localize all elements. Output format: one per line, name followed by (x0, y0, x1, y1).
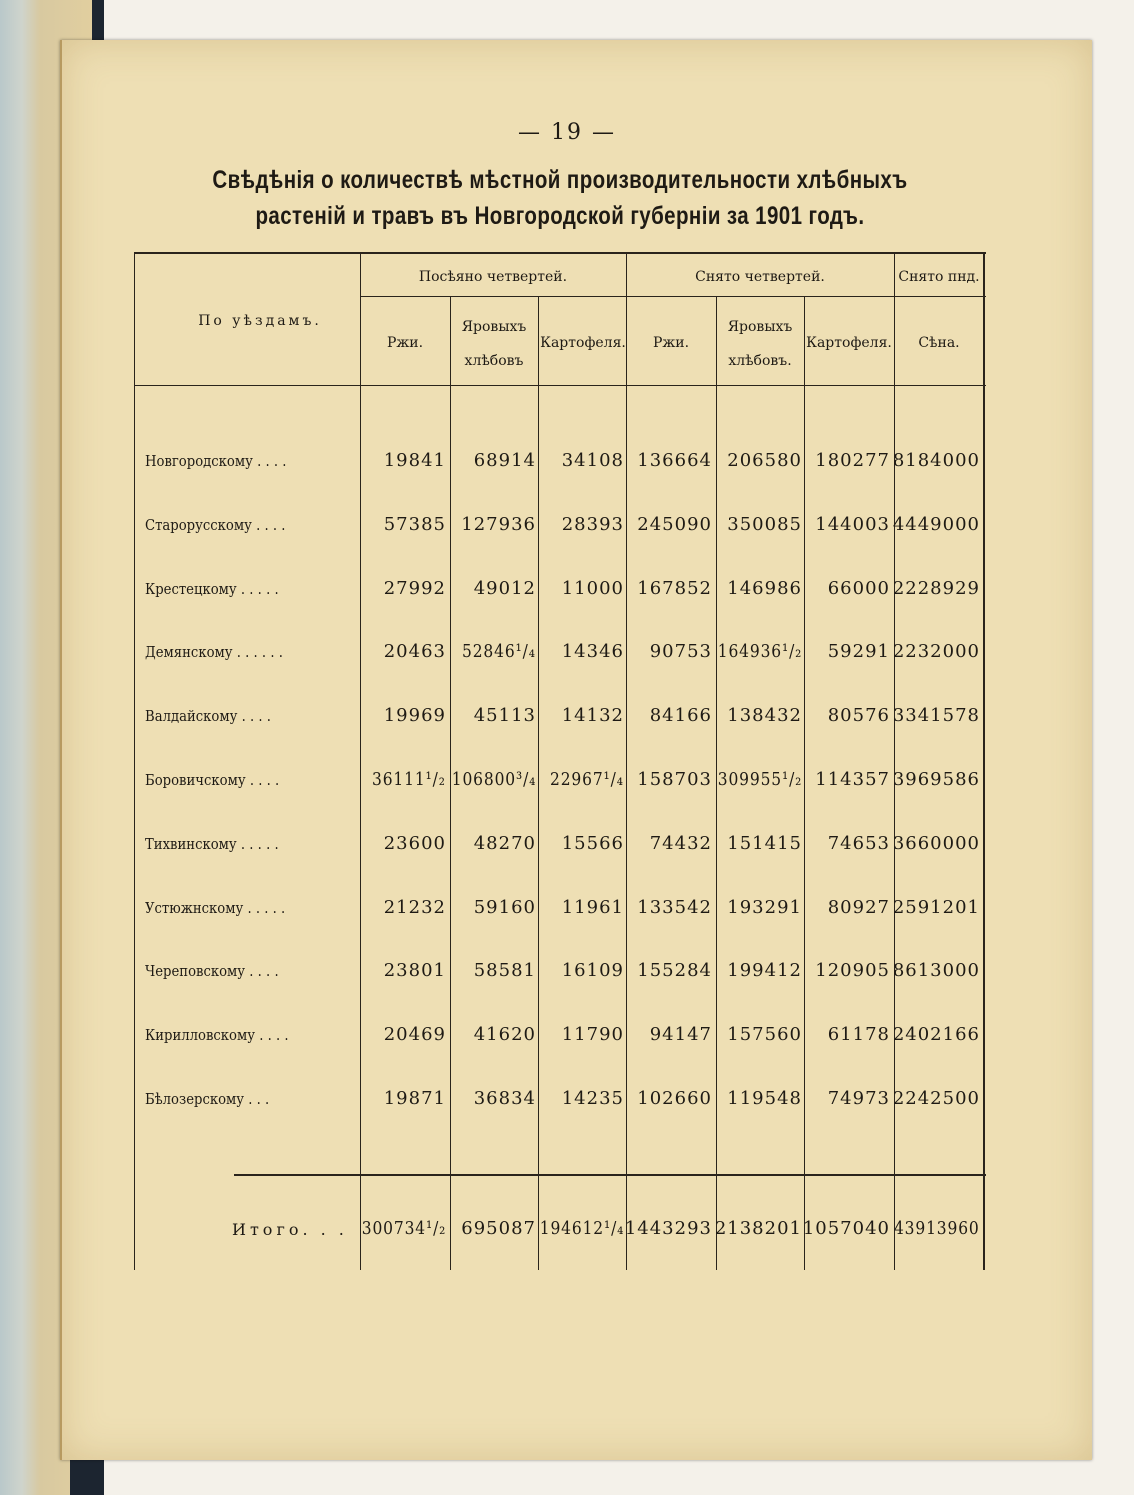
table-cell: 180277 (815, 450, 890, 471)
table-cell: 2242500 (892, 1088, 980, 1109)
table-cell: 127936 (461, 513, 536, 535)
table-cell: 193291 (727, 896, 802, 918)
table-cell: 199412 (727, 960, 802, 982)
table-cell: 106800³/₄ (451, 769, 536, 790)
header-bottom-rule (134, 385, 986, 386)
table-cell: 3341578 (892, 705, 980, 727)
row-label: Демянскому . . . . . . (145, 643, 283, 662)
table-cell: 59160 (473, 896, 536, 918)
table-cell: 49012 (473, 577, 536, 599)
table-cell: 309955¹/₂ (717, 769, 802, 790)
table-cell: 58581 (473, 960, 536, 982)
col-rule-1 (360, 252, 361, 1270)
col-header-hay: Сѣна. (918, 335, 960, 351)
table-cell: 80927 (827, 896, 890, 918)
total-cell: 1057040 (802, 1218, 890, 1239)
table-cell: 19871 (383, 1088, 446, 1109)
table-cell: 158703 (637, 769, 712, 790)
table-cell: 8613000 (892, 960, 980, 982)
table-cell: 155284 (637, 960, 712, 982)
col-rule-4 (626, 252, 627, 1270)
table-cell: 14132 (561, 705, 624, 727)
table-cell: 138432 (727, 705, 802, 727)
row-label: Тихвинскому . . . . . (145, 834, 279, 853)
col-header-spring-sown: Яровыхъ хлѣбовъ (461, 319, 527, 369)
table-cell: 14346 (561, 641, 624, 663)
table-cell: 20463 (383, 641, 446, 663)
table-cell: 66000 (827, 577, 890, 599)
table-cell: 4449000 (892, 513, 980, 535)
table-cell: 2232000 (892, 641, 980, 663)
table-cell: 11790 (561, 1024, 624, 1046)
col-rule-8 (983, 252, 985, 1270)
table-cell: 19841 (383, 450, 446, 471)
table-cell: 114357 (815, 769, 890, 790)
table-cell: 245090 (637, 513, 712, 535)
table-cell: 133542 (637, 896, 712, 918)
total-cell: 2138201 (714, 1218, 802, 1239)
table-cell: 48270 (473, 832, 536, 854)
table-cell: 2402166 (892, 1024, 980, 1046)
table-cell: 74432 (649, 832, 712, 854)
group-header-sown: Посѣяно четвертей. (418, 269, 568, 285)
row-label: Старорусскому . . . . (145, 515, 286, 534)
table-cell: 11000 (561, 577, 624, 599)
table-cell: 61178 (827, 1024, 890, 1046)
table-cell: 16109 (561, 960, 624, 982)
row-label: Бѣлозерскому . . . (145, 1090, 270, 1108)
table-cell: 74973 (827, 1088, 890, 1109)
table-cell: 164936¹/₂ (717, 641, 802, 663)
row-header: По уѣздамъ. (198, 313, 322, 329)
table-cell: 8184000 (892, 450, 980, 471)
row-label: Боровичскому . . . . (145, 771, 280, 789)
table-cell: 41620 (473, 1024, 536, 1046)
table-top-rule (134, 252, 986, 254)
table-cell: 146986 (727, 577, 802, 599)
table-cell: 102660 (637, 1088, 712, 1109)
table-cell: 136664 (637, 450, 712, 471)
table-title: Свѣдѣнія о количествѣ мѣстной производительности хлѣбныхъ растеній и травъ въ Новгородской губерніи за 1901 годъ. (212, 166, 908, 230)
row-label: Новгородскому . . . . (145, 452, 287, 470)
table-cell: 144003 (815, 513, 890, 535)
total-rule (234, 1174, 986, 1176)
total-cell: 695087 (461, 1218, 536, 1239)
total-cell: 1443293 (624, 1218, 712, 1239)
table-cell: 3969586 (892, 769, 980, 790)
total-cell: 43913960 (894, 1218, 980, 1239)
row-label: Череповскому . . . . (145, 962, 279, 981)
table-cell: 52846¹/₄ (462, 641, 536, 663)
table-cell: 2591201 (892, 896, 980, 918)
table-cell: 157560 (727, 1024, 802, 1046)
table-cell: 3660000 (892, 832, 980, 854)
table-cell: 151415 (727, 832, 802, 854)
table-cell: 167852 (637, 577, 712, 599)
table-cell: 36111¹/₂ (372, 769, 446, 790)
col-rule-7 (894, 252, 895, 1270)
statistics-table (134, 252, 986, 1270)
table-cell: 36834 (473, 1088, 536, 1109)
table-cell: 350085 (727, 513, 802, 535)
col-header-potato-harvested: Картофеля. (806, 335, 892, 351)
table-cell: 21232 (383, 896, 446, 918)
page-number: — 19 — (518, 120, 616, 145)
col-rule-6 (804, 296, 805, 1270)
col-rule-0 (134, 252, 135, 1270)
col-header-rye-harvested: Ржи. (652, 335, 690, 351)
row-label: Валдайскому . . . . (145, 707, 271, 726)
table-cell: 120905 (815, 960, 890, 982)
table-cell: 94147 (649, 1024, 712, 1046)
table-cell: 2228929 (892, 577, 980, 599)
table-cell: 45113 (473, 705, 536, 727)
col-rule-3 (538, 296, 539, 1270)
table-cell: 20469 (383, 1024, 446, 1046)
table-cell: 14235 (561, 1088, 624, 1109)
group-header-harvested: Снято четвертей. (695, 269, 825, 285)
table-cell: 23801 (383, 960, 446, 982)
table-cell: 19969 (383, 705, 446, 727)
row-label: Кирилловскому . . . . (145, 1026, 289, 1045)
table-cell: 27992 (383, 577, 446, 599)
table-cell: 84166 (649, 705, 712, 727)
total-label: Итого. . . (232, 1220, 348, 1239)
total-cell: 300734¹/₂ (361, 1218, 446, 1239)
table-cell: 15566 (561, 832, 624, 854)
table-cell: 23600 (383, 832, 446, 854)
table-cell: 11961 (561, 896, 624, 918)
table-cell: 206580 (727, 450, 802, 471)
table-cell: 90753 (649, 641, 712, 663)
group-rule (360, 296, 986, 297)
table-cell: 34108 (561, 450, 624, 471)
table-cell: 80576 (827, 705, 890, 727)
table-cell: 59291 (827, 641, 890, 663)
table-cell: 74653 (827, 832, 890, 854)
group-header-hay: Снято пнд. (898, 269, 980, 285)
col-header-potato-sown: Картофеля. (540, 335, 626, 351)
table-cell: 28393 (561, 513, 624, 535)
table-cell: 57385 (383, 513, 446, 535)
col-header-rye-sown: Ржи. (386, 335, 424, 351)
row-label: Устюжнскому . . . . . (145, 898, 286, 917)
col-header-spring-harvested: Яровыхъ хлѣбовъ. (727, 319, 793, 369)
row-label: Крестецкому . . . . . (145, 579, 279, 598)
table-cell: 119548 (727, 1088, 802, 1109)
table-cell: 22967¹/₄ (550, 769, 624, 790)
table-cell: 68914 (473, 450, 536, 471)
total-cell: 194612¹/₄ (539, 1218, 624, 1239)
